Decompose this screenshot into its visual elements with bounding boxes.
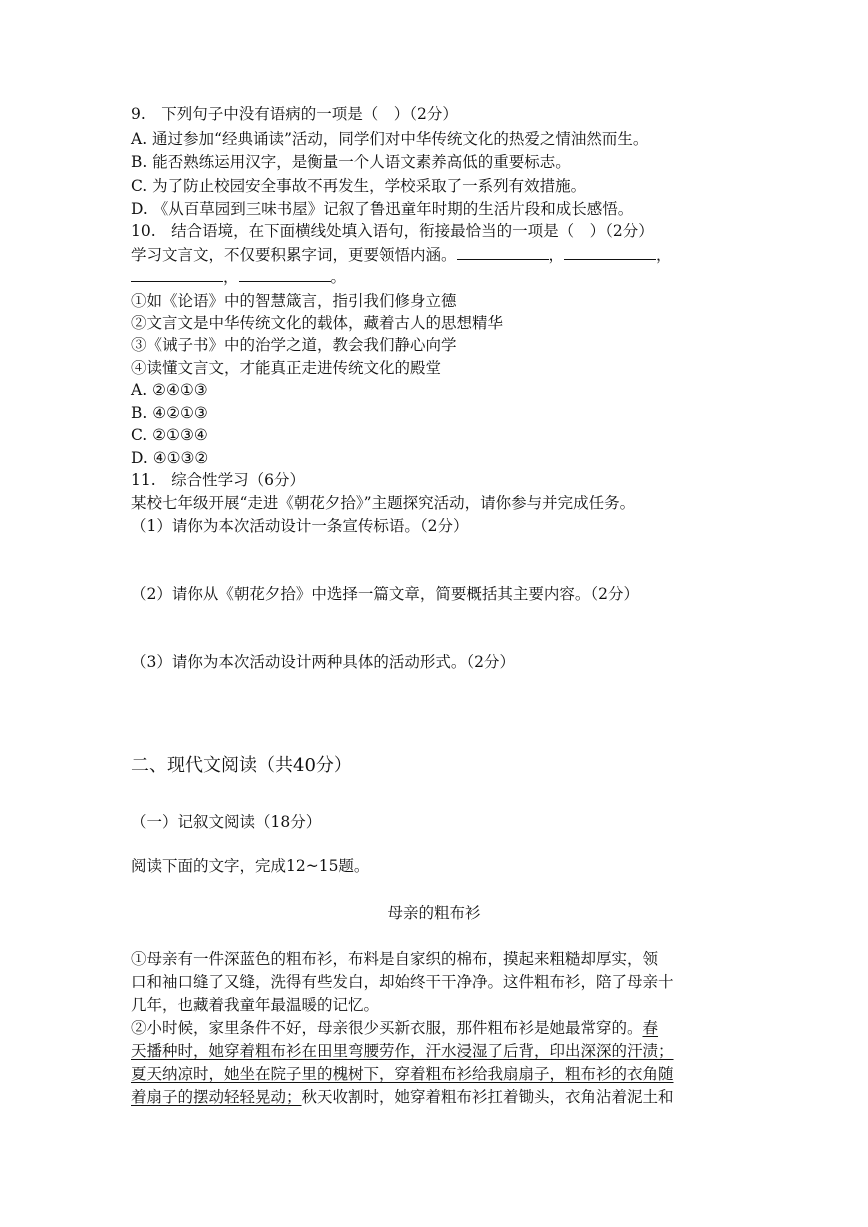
q11-task-2: （2）请你从《朝花夕拾》中选择一篇文章，简要概括其主要内容。（2分） [131, 585, 639, 603]
q11-task-1: （1）请你为本次活动设计一条宣传标语。（2分） [131, 517, 469, 535]
q9-option-d: D. 《从百草园到三味书屋》记叙了鲁迅童年时期的生活片段和成长感悟。 [131, 200, 634, 218]
q10-sentence-2: ②文言文是中华传统文化的载体，藏着古人的思想精华 [131, 314, 504, 332]
q11-intro: 某校七年级开展“走进《朝花夕拾》”主题探究活动，请你参与并完成任务。 [131, 494, 636, 512]
paragraph-1-line-3: 几年，也藏着我童年最温暖的记忆。 [131, 996, 380, 1014]
paragraph-1-line-2: 口和袖口缝了又缝，洗得有些发白，却始终干干净净。这件粗布衫，陪了母亲十 [131, 973, 674, 991]
q9-option-b: B. 能否熟练运用汉字，是衡量一个人语文素养高低的重要标志。 [131, 153, 571, 171]
underlined-text: 着扇子的摆动轻轻晃动； [131, 1088, 302, 1106]
paragraph-1-line-1: ①母亲有一件深蓝色的粗布衫，布料是自家织的棉布，摸起来粗糙却厚实，领 [131, 950, 659, 968]
q10-sentence-4: ④读懂文言文，才能真正走进传统文化的殿堂 [131, 359, 442, 377]
underlined-text: 夏天纳凉时，她坐在院子里的槐树下，穿着粗布衫给我扇扇子，粗布衫的衣角随 [131, 1065, 674, 1083]
q10-option-b: B. ④②①③ [131, 404, 208, 422]
paragraph-2-line-1: ②小时候，家里条件不好，母亲很少买新衣服，那件粗布衫是她最常穿的。春 [131, 1019, 659, 1037]
q10-sentence-3: ③《诫子书》中的治学之道，教会我们静心向学 [131, 336, 457, 354]
q10-context: 学习文言文，不仅要积累字词，更要领悟内涵。 [131, 246, 457, 264]
answer-blank[interactable] [239, 267, 331, 282]
q10-stem: 10. 结合语境，在下面横线处填入语句，衔接最恰当的一项是（ ）（2分） [131, 222, 654, 240]
answer-blank[interactable] [457, 245, 549, 260]
q10-context-line: 学习文言文，不仅要积累字词，更要领悟内涵。 ， ， [131, 246, 672, 264]
q10-option-d: D. ④①③② [131, 449, 209, 467]
section-heading: 二、现代文阅读（共40分） [131, 755, 352, 776]
paragraph-2-line-4: 着扇子的摆动轻轻晃动；秋天收割时，她穿着粗布衫扛着锄头，衣角沾着泥土和 [131, 1088, 674, 1106]
q10-sentence-1: ①如《论语》中的智慧箴言，指引我们修身立德 [131, 292, 457, 310]
underlined-text: 天播种时，她穿着粗布衫在田里弯腰劳作，汗水浸湿了后背，印出深深的汗渍； [131, 1042, 674, 1060]
q9-option-c: C. 为了防止校园安全事故不再发生，学校采取了一系列有效措施。 [131, 177, 587, 195]
paragraph-2-line-3 [131, 1063, 743, 1086]
q10-option-c: C. ②①③④ [131, 426, 208, 444]
q10-blank-line: ， 。 [131, 266, 743, 288]
passage-title: 母亲的粗布衫 [387, 904, 481, 922]
reading-instruction: 阅读下面的文字，完成12~15题。 [131, 857, 370, 875]
q9-option-a: A. 通过参加“经典诵读”活动，同学们对中华传统文化的热爱之情油然而生。 [131, 130, 649, 148]
q11-task-3: （3）请你为本次活动设计两种具体的活动形式。（2分） [131, 653, 515, 671]
underlined-text: 春 [642, 1019, 659, 1037]
answer-blank[interactable] [131, 267, 223, 282]
q9-stem: 9. 下列句子中没有语病的一项是（ ）（2分） [131, 105, 458, 123]
subsection-heading: （一）记叙文阅读（18分） [131, 813, 322, 831]
answer-blank[interactable] [564, 245, 656, 260]
paragraph-2-line-2 [131, 1040, 743, 1063]
q10-option-a: A. ②④①③ [131, 381, 208, 399]
q11-stem: 11. 综合性学习（6分） [131, 471, 306, 489]
